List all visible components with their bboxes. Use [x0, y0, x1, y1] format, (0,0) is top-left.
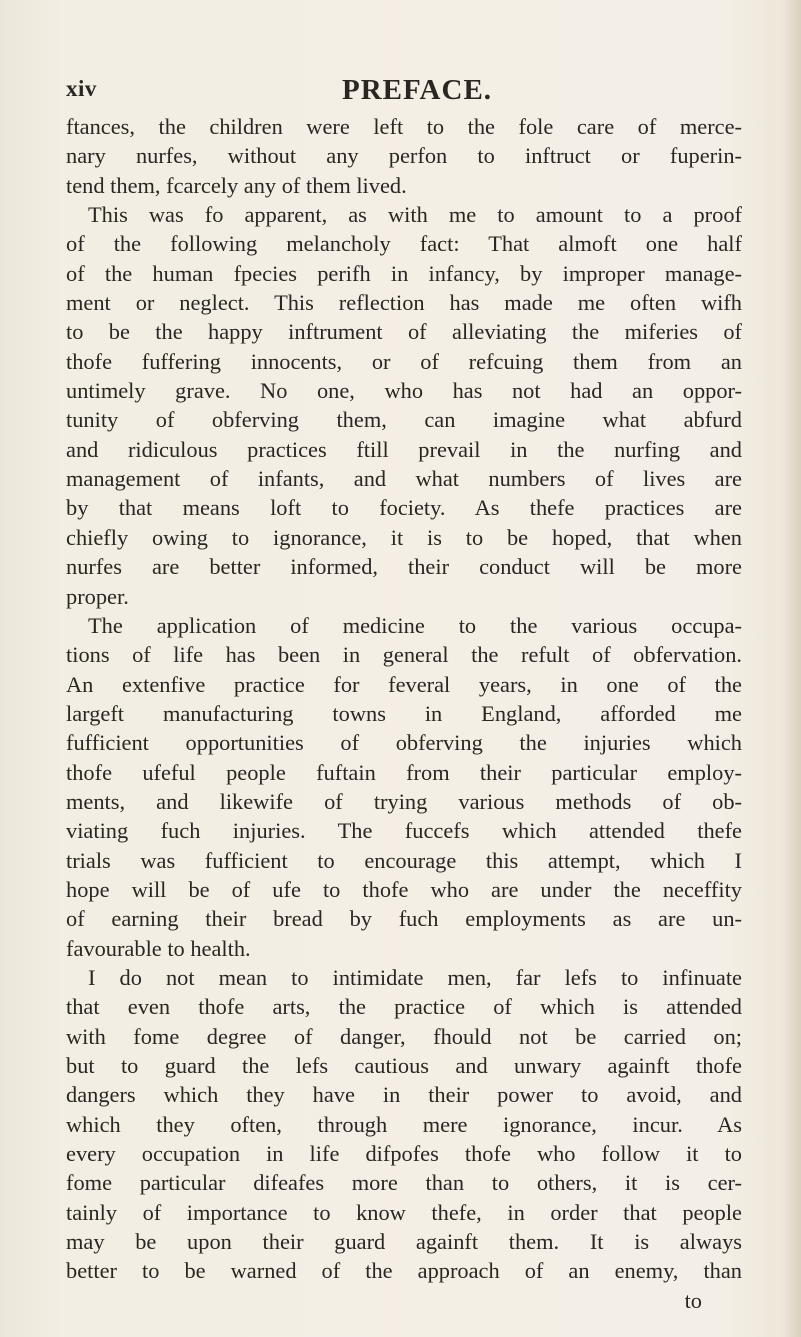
text-line: viating fuch injuries. The fuccefs which attended thefe [66, 818, 742, 844]
text-line: ftances, the children were left to the fole care of merce- [66, 114, 742, 139]
text-line: management of infants, and what numbers of lives are [66, 466, 742, 492]
text-line: better to be warned of the approach of an enemy, than [66, 1258, 742, 1284]
text-line: that even thofe arts, the practice of which is attended [66, 994, 742, 1020]
page-header [66, 74, 726, 110]
catchword: to [684, 1287, 702, 1313]
page-number: xiv [66, 76, 97, 101]
text-line: by that means loft to fociety. As thefe practices are [66, 495, 742, 521]
text-line: tunity of obferving them, can imagine what abfurd [66, 407, 742, 433]
text-line: chiefly owing to ignorance, it is to be hoped, that when [66, 524, 742, 550]
text-line: untimely grave. No one, who has not had an oppor- [66, 378, 742, 404]
text-line: The application of medicine to the various occupa- [88, 612, 742, 638]
text-line: thofe fuffering innocents, or of refcuing them from an [66, 348, 742, 374]
running-head: PREFACE. [342, 74, 493, 106]
text-line: thofe ufeful people fuftain from their particular employ- [66, 759, 742, 785]
text-line: of the human fpecies perifh in infancy, by improper manage- [66, 260, 742, 286]
text-line: may be upon their guard againft them. It is always [66, 1229, 742, 1255]
text-line: tend them, fcarcely any of them lived. [66, 172, 407, 198]
text-line: largeft manufacturing towns in England, afforded me [66, 700, 742, 726]
text-line: This was fo apparent, as with me to amount to a proof [88, 202, 742, 228]
text-line: but to guard the lefs cautious and unwary againft thofe [66, 1053, 742, 1078]
text-line: which they often, through mere ignorance, incur. As [66, 1111, 742, 1137]
text-line: proper. [66, 583, 129, 609]
text-line: of earning their bread by fuch employments as are un- [66, 906, 742, 932]
text-line: fufficient opportunities of obferving the injuries which [66, 730, 742, 756]
text-line: trials was fufficient to encourage this attempt, which I [66, 847, 742, 873]
text-line: to be the happy inftrument of alleviating the miferies of [66, 319, 742, 345]
text-line: ments, and likewife of trying various methods of ob- [66, 788, 742, 814]
text-line: tions of life has been in general the refult of obfervation. [66, 642, 742, 668]
text-line: An extenfive practice for feveral years, in one of the [66, 671, 742, 697]
text-line: with fome degree of danger, fhould not be carried on; [66, 1023, 742, 1049]
body-text [66, 112, 742, 1315]
text-line: nary nurfes, without any perfon to inftruct or fuperin- [66, 143, 742, 169]
text-line: dangers which they have in their power to avoid, and [66, 1082, 742, 1108]
text-line: ment or neglect. This reflection has made me often wifh [66, 290, 742, 316]
text-line: favourable to health. [66, 935, 251, 961]
text-line: and ridiculous practices ftill prevail in the nurfing and [66, 436, 742, 462]
text-line: tainly of importance to know thefe, in order that people [66, 1199, 742, 1225]
text-line: of the following melancholy fact: That almoft one half [66, 231, 742, 257]
text-line: I do not mean to intimidate men, far lefs to infinuate [88, 964, 742, 990]
text-line: hope will be of ufe to thofe who are under the neceffity [66, 876, 742, 902]
text-line: nurfes are better informed, their conduct will be more [66, 554, 742, 580]
page-edge [785, 0, 801, 1337]
text-line: fome particular difeafes more than to others, it is cer- [66, 1170, 742, 1196]
text-line: every occupation in life difpofes thofe who follow it to [66, 1141, 742, 1167]
